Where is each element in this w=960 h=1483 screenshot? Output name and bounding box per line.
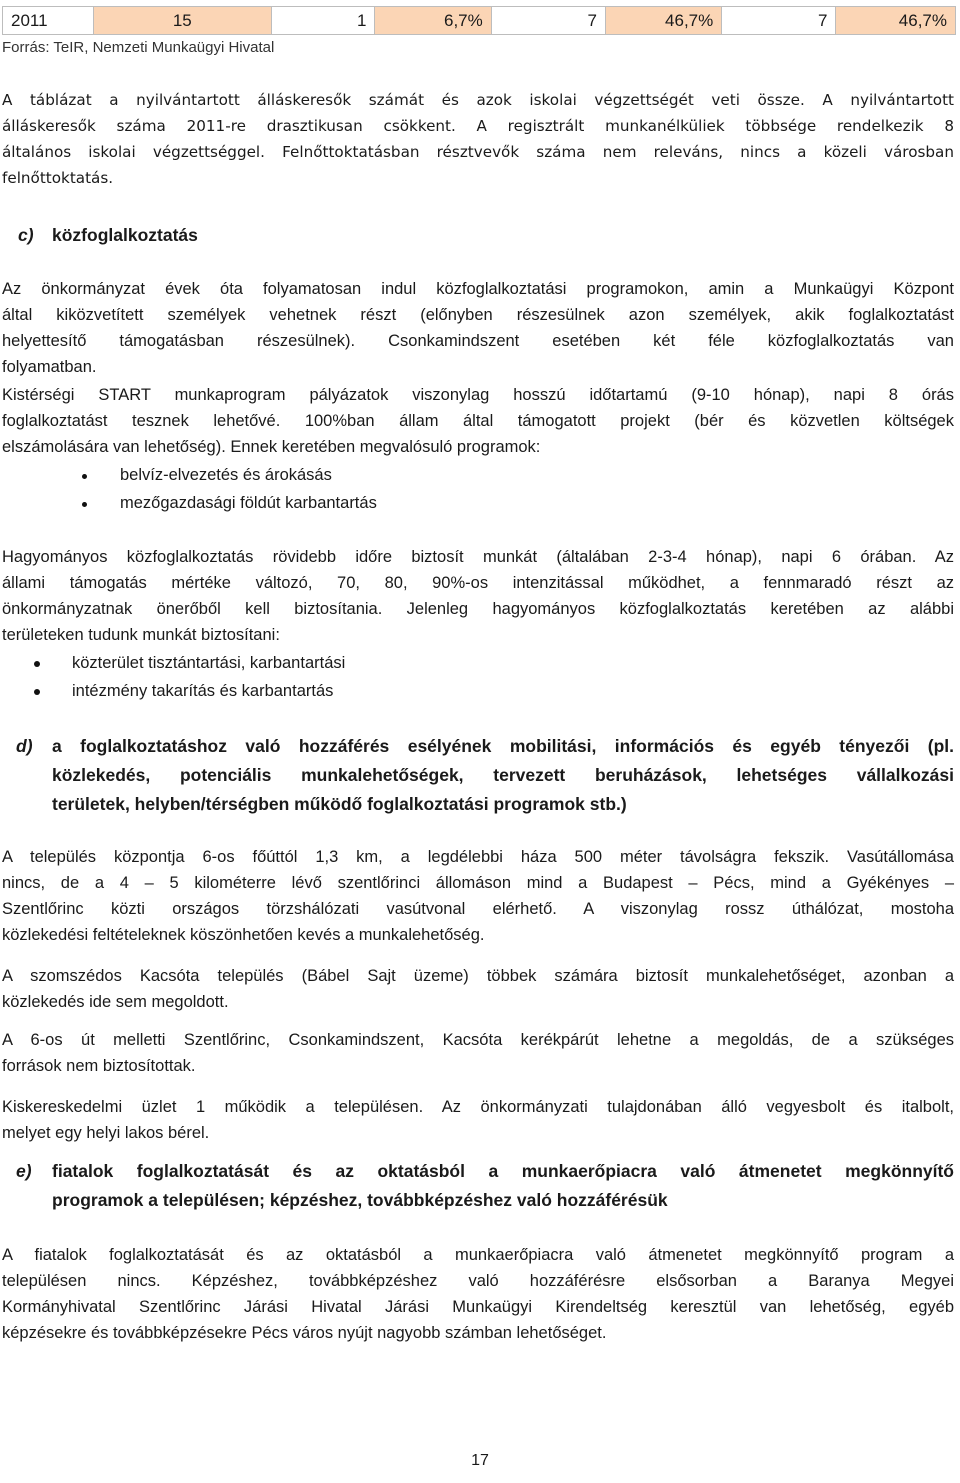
list-item: intézmény takarítás és karbantartás (34, 677, 634, 705)
heading-line: közlekedés, potenciális munkalehetőségek, tervezett beruházások, lehetséges vállalkozási (52, 765, 954, 785)
table-row (3, 7, 956, 35)
table-cell: 7 (491, 7, 605, 35)
text-line: helyettesítő támogatásban részesülnek). Csonkamindszent esetében két féle közfoglalkoztatás van (2, 332, 954, 350)
text-line: általános iskolai végzettséggel. Felnőttoktatásban résztvevők száma nem releváns, nincs a közeli városban (2, 143, 954, 161)
list-item: belvíz-elvezetés és árokásás (82, 461, 682, 489)
section-letter-d: d) (16, 736, 33, 756)
text-line: Szentlőrinc közti országos törzshálózati vasútvonal elérhető. A viszonylag rossz úthálózat, mostoha (2, 900, 954, 918)
work-area-list (34, 649, 634, 705)
heading-line: fiatalok foglalkoztatását és az oktatásból a munkaerőpiacra való átmenetet megkönnyítő (52, 1161, 954, 1181)
paragraph-public-work-intro (2, 276, 954, 380)
section-heading-d (52, 732, 954, 819)
bullet-icon (82, 474, 87, 479)
text-line: képzésekre és továbbképzésekre Pécs város nyújt nagyobb számban lehetőséget. (2, 1324, 607, 1342)
paragraph-traditional-public-work (2, 544, 954, 648)
text-line: A fiatalok foglalkoztatását és az oktatásból a munkaerőpiacra való átmenetet megkönnyítő program a (2, 1246, 954, 1264)
text-line: foglalkoztatást tesznek lehetővé. 100%ban állam által támogatott projekt (bér és közvetlen költségek (2, 412, 954, 430)
text-line: által kiközvetített személyek vehetnek részt (előnyben részesülnek azon személyek, akik foglalkoztatást (2, 306, 954, 324)
bullet-icon (82, 502, 87, 507)
text-line: A táblázat a nyilvántartott álláskeresők számát és azok iskolai végzettségét veti össze. A nyilvántartott (2, 91, 954, 109)
paragraph-table-summary (2, 87, 954, 191)
heading-line: a foglalkoztatáshoz való hozzáférés esélyének mobilitási, információs és egyéb tényezői (pl. (52, 736, 954, 756)
paragraph-youth-employment (2, 1242, 954, 1346)
section-letter-e: e) (16, 1161, 32, 1181)
text-line: Kormányhivatal Szentlőrinc Járási Hivatal Járási Munkaügyi Kirendeltség keresztül van lehetőség, egyéb (2, 1298, 954, 1316)
paragraph-bike-path (2, 1027, 954, 1079)
text-line: közlekedés ide sem megoldott. (2, 993, 229, 1011)
text-line: elszámolására van lehetőség). Ennek keretében megvalósuló programok: (2, 438, 541, 456)
section-letter: c) (18, 225, 34, 245)
table-cell: 7 (722, 7, 836, 35)
table-cell: 6,7% (375, 7, 491, 35)
section-heading-e (52, 1157, 954, 1215)
list-item: mezőgazdasági földút karbantartás (82, 489, 682, 517)
table-cell: 46,7% (836, 7, 956, 35)
bullet-icon (34, 661, 40, 667)
table-cell: 15 (93, 7, 271, 35)
program-list (82, 461, 682, 517)
text-line: felnőttoktatás. (2, 169, 114, 187)
text-line: A 6-os út melletti Szentlőrinc, Csonkamindszent, Kacsóta kerékpárút lehetne a megoldás, de a szükséges (2, 1031, 954, 1049)
text-line: A település központja 6-os főúttól 1,3 km, a legdélebbi háza 500 méter távolságra fekszik. Vasútállomása (2, 848, 954, 866)
section-heading-c (18, 221, 198, 249)
paragraph-neighbor-village (2, 963, 954, 1015)
text-line: állami támogatás mértéke változó, 70, 80, 90%-os intenzitással működhet, a fennmaradó részt az (2, 574, 954, 592)
text-line: A szomszédos Kacsóta település (Bábel Sajt üzeme) többek számára biztosít munkalehetőséget, azonban a (2, 967, 954, 985)
text-line: álláskeresők száma 2011-re drasztikusan csökkent. A regisztrált munkanélküliek többsége rendelkezik 8 (2, 117, 954, 135)
text-line: nincs, de a 4 – 5 kilométerre lévő szentlőrinci állomáson mind a Budapest – Pécs, mind a Gyékényes – (2, 874, 954, 892)
text-line: melyet egy helyi lakos bérel. (2, 1124, 210, 1142)
table-cell: 1 (271, 7, 375, 35)
paragraph-retail (2, 1094, 954, 1146)
text-line: településen nincs. Képzéshez, továbbképzéshez való hozzáférésre elsősorban a Baranya Megyei (2, 1272, 954, 1290)
text-line: Hagyományos közfoglalkoztatás rövidebb időre biztosít munkát (általában 2-3-4 hónap), napi 6 órában. Az (2, 548, 954, 566)
bullet-icon (34, 689, 40, 695)
page-number: 17 (471, 1452, 489, 1469)
text-line: Az önkormányzat évek óta folyamatosan indul közfoglalkoztatási programokon, amin a Munkaügyi Központ (2, 280, 954, 298)
table-cell-year: 2011 (3, 7, 94, 35)
section-title: közfoglalkoztatás (52, 225, 198, 245)
heading-line: területek, helyben/térségben működő foglalkoztatási programok stb.) (52, 794, 627, 814)
heading-line: programok a településen; képzéshez, továbbképzéshez való hozzáférésük (52, 1190, 668, 1210)
text-line: források nem biztosítottak. (2, 1057, 196, 1075)
table-source: Forrás: TeIR, Nemzeti Munkaügyi Hivatal (2, 39, 275, 56)
paragraph-transport (2, 844, 954, 948)
list-item: közterület tisztántartási, karbantartási (34, 649, 634, 677)
table-cell: 46,7% (605, 7, 721, 35)
paragraph-start-program (2, 382, 954, 460)
text-line: területeken tudunk munkát biztosítani: (2, 626, 280, 644)
text-line: folyamatban. (2, 358, 97, 376)
statistics-table-row (2, 6, 956, 35)
text-line: Kiskereskedelmi üzlet 1 működik a településen. Az önkormányzati tulajdonában álló vegyesbolt és italbolt, (2, 1098, 954, 1116)
text-line: Kistérségi START munkaprogram pályázatok viszonylag hosszú időtartamú (9-10 hónap), napi 8 órás (2, 386, 954, 404)
text-line: közlekedési feltételeknek köszönhetően kevés a munkalehetőség. (2, 926, 485, 944)
text-line: önkormányzatnak önerőből kell biztosítania. Jelenleg hagyományos közfoglalkoztatás keretében az alábbi (2, 600, 954, 618)
